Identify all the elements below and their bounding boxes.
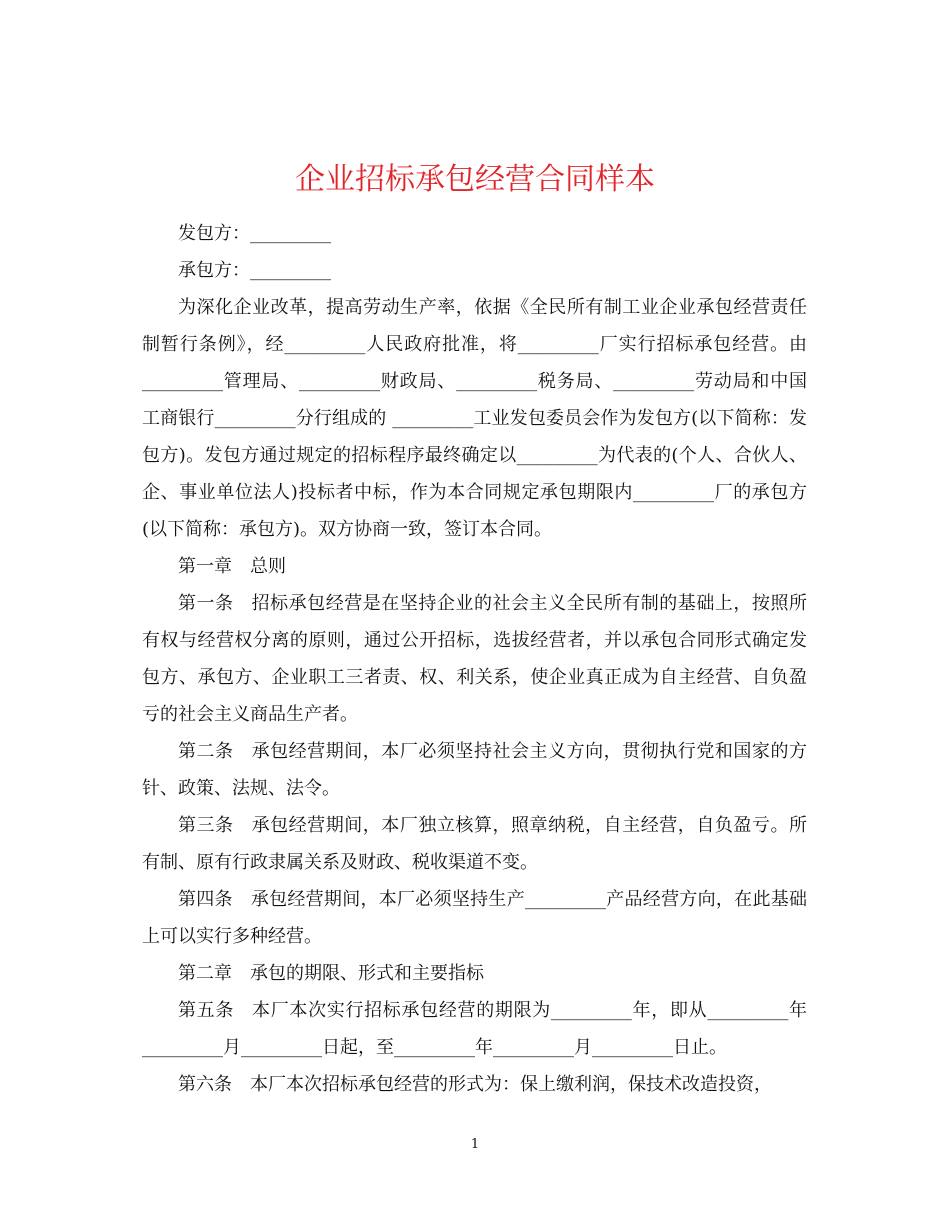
party-a-line [142, 215, 807, 252]
paragraph-text: 承包方：_________ [178, 260, 331, 281]
article-paragraph [142, 807, 807, 881]
article-text: 承包经营期间，本厂独立核算，照章纳税，自主经营，自负盈亏。所有制、原有行政隶属关系及财政、税收渠道不变。 [142, 815, 807, 873]
chapter-number: 第二章 [178, 963, 232, 984]
article-number: 第五条 [178, 1000, 235, 1021]
party-b-line [142, 252, 807, 289]
chapter-number: 第一章 [178, 556, 232, 577]
preamble-paragraph [142, 289, 807, 548]
article-text: 本厂本次招标承包经营的形式为：保上缴利润，保技术改造投资， [250, 1074, 772, 1095]
article-number: 第六条 [178, 1074, 232, 1095]
article-number: 第二条 [178, 741, 234, 762]
document-title: 企业招标承包经营合同样本 [295, 162, 655, 198]
article-number: 第四条 [178, 889, 233, 910]
chapter-title: 总则 [250, 556, 286, 577]
document-body [142, 215, 807, 1103]
article-paragraph [142, 881, 807, 955]
paragraph-text: 为深化企业改革，提高劳动生产率，依据《全民所有制工业企业承包经营责任制暂行条例》，经_________人民政府批准，将_________厂实行招标承包经营。由 _________管理局、_________财政局、_________税务局、_________劳动局和中国工商银行_________分行组成的 _________工业发包委员会作为发包方(以下简称：发包方)。发包方通过规定的招标程序最终确定以_________为代表的(个人、合伙人、企、事业单位法人)投标者中标，作为本合同规定承包期限内_________厂的承包方(以下简称：承包方)。双方协商一致，签订本合同。 [142, 297, 807, 540]
chapter-title: 承包的期限、形式和主要指标 [250, 963, 484, 984]
chapter-heading [142, 548, 807, 585]
article-text: 承包经营期间，本厂必须坚持社会主义方向，贯彻执行党和国家的方针、政策、法规、法令。 [142, 741, 807, 799]
article-paragraph [142, 585, 807, 733]
article-paragraph [142, 992, 807, 1066]
article-paragraph [142, 733, 807, 807]
article-paragraph [142, 1066, 807, 1103]
article-number: 第三条 [178, 815, 234, 836]
article-text: 承包经营期间，本厂必须坚持生产_________产品经营方向，在此基础上可以实行多种经营。 [142, 889, 807, 947]
article-number: 第一条 [178, 593, 234, 614]
page-number: 1 [470, 1137, 480, 1152]
paragraph-text: 发包方：_________ [178, 223, 331, 244]
article-text: 招标承包经营是在坚持企业的社会主义全民所有制的基础上，按照所有权与经营权分离的原则，通过公开招标，选拔经营者，并以承包合同形式确定发包方、承包方、企业职工三者责、权、利关系，使企业真正成为自主经营、自负盈亏的社会主义商品生产者。 [142, 593, 807, 725]
article-text: 本厂本次实行招标承包经营的期限为_________年，即从_________年_________月_________日起，至_________年_________月_________日止。 [142, 1000, 808, 1058]
chapter-heading [142, 955, 807, 992]
